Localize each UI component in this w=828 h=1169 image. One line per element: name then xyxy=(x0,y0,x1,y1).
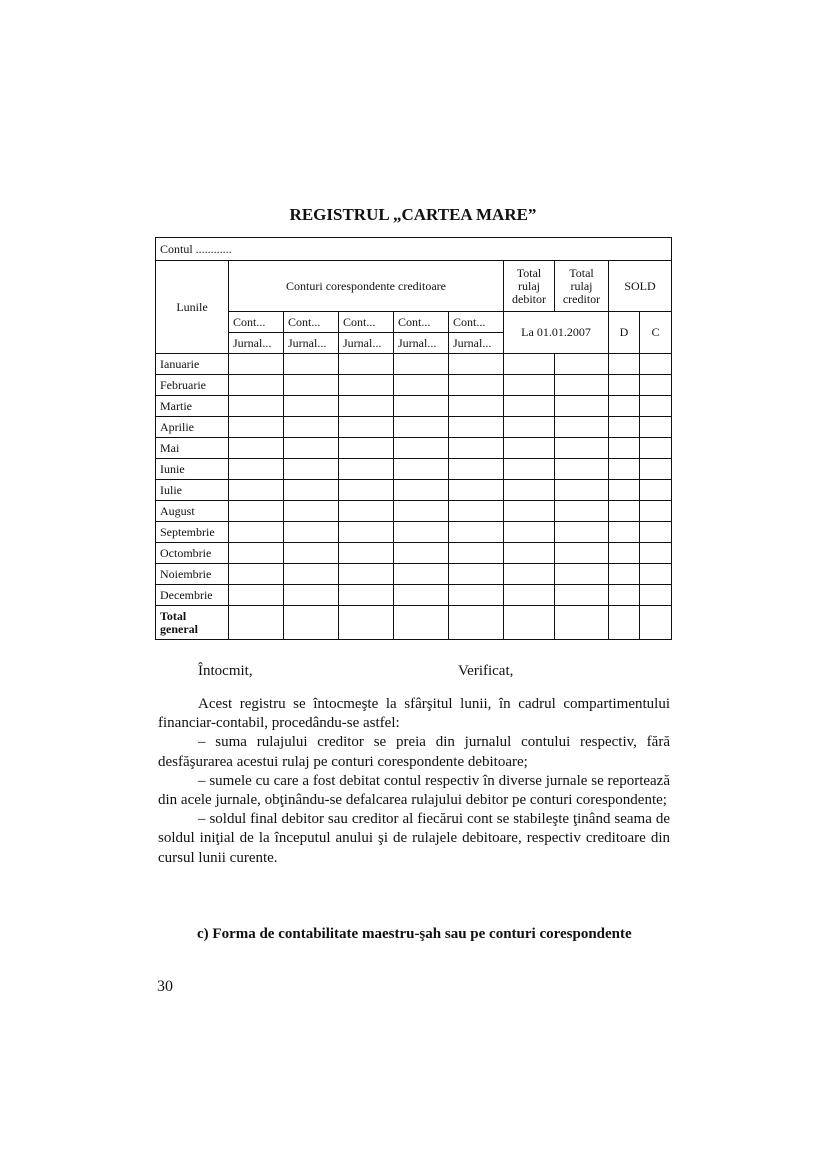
table-cell xyxy=(640,459,672,480)
table-row xyxy=(156,417,672,438)
sold-header: SOLD xyxy=(609,261,672,312)
cont-header-5: Cont... xyxy=(449,312,504,333)
month-label: Noiembrie xyxy=(156,564,229,585)
conturi-corespondente-header: Conturi corespondente creditoare xyxy=(229,261,504,312)
table-cell xyxy=(229,480,284,501)
table-cell xyxy=(609,606,640,640)
table-cell xyxy=(339,396,394,417)
jurnal-header-4: Jurnal... xyxy=(394,333,449,354)
month-label: Iunie xyxy=(156,459,229,480)
table-cell xyxy=(339,501,394,522)
table-cell xyxy=(504,585,555,606)
table-cell xyxy=(339,564,394,585)
table-cell xyxy=(394,354,449,375)
table-cell xyxy=(284,564,339,585)
table-row xyxy=(156,522,672,543)
table-cell xyxy=(394,543,449,564)
table-cell xyxy=(229,543,284,564)
table-cell xyxy=(504,438,555,459)
table-cell xyxy=(555,585,609,606)
table-cell xyxy=(609,354,640,375)
table-cell xyxy=(504,375,555,396)
table-cell xyxy=(284,375,339,396)
table-cell xyxy=(394,375,449,396)
paragraph: – soldul final debitor sau creditor al fiecărui cont se stabileşte ţinând seama de soldul iniţial de la începutul anului şi de rulajele debitoare, respectiv creditoare din cursul lunii curente. xyxy=(158,811,670,866)
table-cell xyxy=(609,396,640,417)
table-cell xyxy=(394,480,449,501)
table-cell xyxy=(504,501,555,522)
table-cell xyxy=(229,522,284,543)
total-general-label: Total general xyxy=(156,606,229,640)
paragraph: – suma rulajului creditor se preia din jurnalul contului respectiv, fără desfăşurarea acestui rulaj pe conturi corespondente debitoare; xyxy=(158,734,670,770)
table-row xyxy=(156,375,672,396)
table-cell xyxy=(504,459,555,480)
table-cell xyxy=(609,501,640,522)
cont-header-1: Cont... xyxy=(229,312,284,333)
table-cell xyxy=(229,417,284,438)
table-cell xyxy=(449,522,504,543)
cont-header-4: Cont... xyxy=(394,312,449,333)
sold-credit-header: C xyxy=(640,312,672,354)
table-cell xyxy=(284,480,339,501)
table-cell xyxy=(229,606,284,640)
table-row xyxy=(156,501,672,522)
table-row xyxy=(156,543,672,564)
jurnal-header-1: Jurnal... xyxy=(229,333,284,354)
table-cell xyxy=(609,480,640,501)
table-cell xyxy=(394,585,449,606)
table-cell xyxy=(284,396,339,417)
table-cell xyxy=(609,459,640,480)
table-row xyxy=(156,396,672,417)
table-cell xyxy=(229,375,284,396)
table-cell xyxy=(339,417,394,438)
table-cell xyxy=(555,459,609,480)
table-cell xyxy=(284,459,339,480)
lunile-header: Lunile xyxy=(156,261,229,354)
table-cell xyxy=(504,522,555,543)
table-row xyxy=(156,564,672,585)
table-cell xyxy=(339,543,394,564)
table-cell xyxy=(640,396,672,417)
table-cell xyxy=(449,585,504,606)
table-cell xyxy=(449,480,504,501)
table-cell xyxy=(394,459,449,480)
paragraph: – sumele cu care a fost debitat contul respectiv în diverse jurnale se reportează din acele jurnale, obţinându-se defalcarea rulajului debitor pe conturi corespondente; xyxy=(158,772,670,809)
paragraph: Acest registru se întocmeşte la sfârşitul lunii, în cadrul compartimentului financiar-contabil, procedându-se astfel: xyxy=(158,696,670,732)
page-title: REGISTRUL „CARTEA MARE” xyxy=(289,205,537,224)
table-cell xyxy=(284,543,339,564)
cartea-mare-register-table xyxy=(155,237,672,640)
table-cell xyxy=(339,375,394,396)
table-cell xyxy=(449,354,504,375)
section-heading: c) Forma de contabilitate maestru-şah sau pe conturi corespondente xyxy=(197,926,632,942)
table-cell xyxy=(504,396,555,417)
table-cell xyxy=(394,606,449,640)
table-cell xyxy=(229,501,284,522)
table-cell xyxy=(284,417,339,438)
total-rulaj-creditor-header: Total rulaj creditor xyxy=(555,261,609,312)
table-cell xyxy=(555,522,609,543)
date-header: La 01.01.2007 xyxy=(504,312,609,354)
sold-debit-header: D xyxy=(609,312,640,354)
table-cell xyxy=(449,564,504,585)
table-cell xyxy=(640,501,672,522)
table-cell xyxy=(394,501,449,522)
table-cell xyxy=(555,396,609,417)
month-label: Octombrie xyxy=(156,543,229,564)
table-cell xyxy=(284,522,339,543)
table-row xyxy=(156,480,672,501)
table-cell xyxy=(449,396,504,417)
table-cell xyxy=(640,543,672,564)
page-number: 30 xyxy=(157,978,173,995)
table-cell xyxy=(504,480,555,501)
table-row xyxy=(156,354,672,375)
table-cell xyxy=(504,543,555,564)
table-cell xyxy=(339,522,394,543)
jurnal-header-3: Jurnal... xyxy=(339,333,394,354)
table-cell xyxy=(609,585,640,606)
table-cell xyxy=(284,501,339,522)
table-cell xyxy=(640,438,672,459)
table-cell xyxy=(229,564,284,585)
table-cell xyxy=(449,543,504,564)
table-cell xyxy=(339,585,394,606)
table-cell xyxy=(284,585,339,606)
table-cell xyxy=(229,585,284,606)
table-cell xyxy=(394,417,449,438)
table-cell xyxy=(555,375,609,396)
table-cell xyxy=(229,438,284,459)
month-label: Aprilie xyxy=(156,417,229,438)
table-cell xyxy=(449,375,504,396)
table-cell xyxy=(640,564,672,585)
table-cell xyxy=(555,501,609,522)
cont-header-2: Cont... xyxy=(284,312,339,333)
table-cell xyxy=(339,438,394,459)
table-cell xyxy=(229,396,284,417)
month-label: Decembrie xyxy=(156,585,229,606)
table-cell xyxy=(394,438,449,459)
table-cell xyxy=(449,501,504,522)
table-cell xyxy=(640,606,672,640)
table-cell xyxy=(449,606,504,640)
table-cell xyxy=(394,564,449,585)
table-cell xyxy=(284,606,339,640)
table-cell xyxy=(640,585,672,606)
table-cell xyxy=(609,543,640,564)
table-cell xyxy=(504,417,555,438)
month-label: Mai xyxy=(156,438,229,459)
jurnal-header-5: Jurnal... xyxy=(449,333,504,354)
table-cell xyxy=(284,438,339,459)
month-label: Iulie xyxy=(156,480,229,501)
table-cell xyxy=(504,564,555,585)
table-row xyxy=(156,585,672,606)
table-cell xyxy=(555,543,609,564)
table-cell xyxy=(339,480,394,501)
table-cell xyxy=(640,417,672,438)
jurnal-header-2: Jurnal... xyxy=(284,333,339,354)
table-cell xyxy=(504,354,555,375)
verificat-signature-label: Verificat, xyxy=(458,663,514,679)
contul-cell: Contul ............ xyxy=(156,238,672,261)
month-label: August xyxy=(156,501,229,522)
table-cell xyxy=(339,354,394,375)
table-cell xyxy=(555,354,609,375)
table-row xyxy=(156,438,672,459)
table-cell xyxy=(394,396,449,417)
table-cell xyxy=(609,438,640,459)
table-cell xyxy=(229,354,284,375)
total-rulaj-debitor-header: Total rulaj debitor xyxy=(504,261,555,312)
table-cell xyxy=(640,522,672,543)
intocmit-signature-label: Întocmit, xyxy=(198,663,253,679)
month-label: Februarie xyxy=(156,375,229,396)
table-cell xyxy=(640,480,672,501)
month-label: Martie xyxy=(156,396,229,417)
cont-header-3: Cont... xyxy=(339,312,394,333)
table-cell xyxy=(284,354,339,375)
table-cell xyxy=(449,417,504,438)
table-cell xyxy=(339,459,394,480)
table-cell xyxy=(394,522,449,543)
table-cell xyxy=(339,606,394,640)
table-cell xyxy=(609,564,640,585)
table-cell xyxy=(555,564,609,585)
body-text xyxy=(158,695,670,868)
table-cell xyxy=(555,606,609,640)
table-row xyxy=(156,459,672,480)
table-cell xyxy=(640,375,672,396)
table-cell xyxy=(609,375,640,396)
table-cell xyxy=(555,417,609,438)
table-cell xyxy=(449,438,504,459)
table-cell xyxy=(640,354,672,375)
table-cell xyxy=(229,459,284,480)
table-cell xyxy=(609,522,640,543)
table-cell xyxy=(449,459,504,480)
table-cell xyxy=(555,438,609,459)
month-label: Ianuarie xyxy=(156,354,229,375)
month-label: Septembrie xyxy=(156,522,229,543)
table-cell xyxy=(609,417,640,438)
table-cell xyxy=(555,480,609,501)
table-cell xyxy=(504,606,555,640)
